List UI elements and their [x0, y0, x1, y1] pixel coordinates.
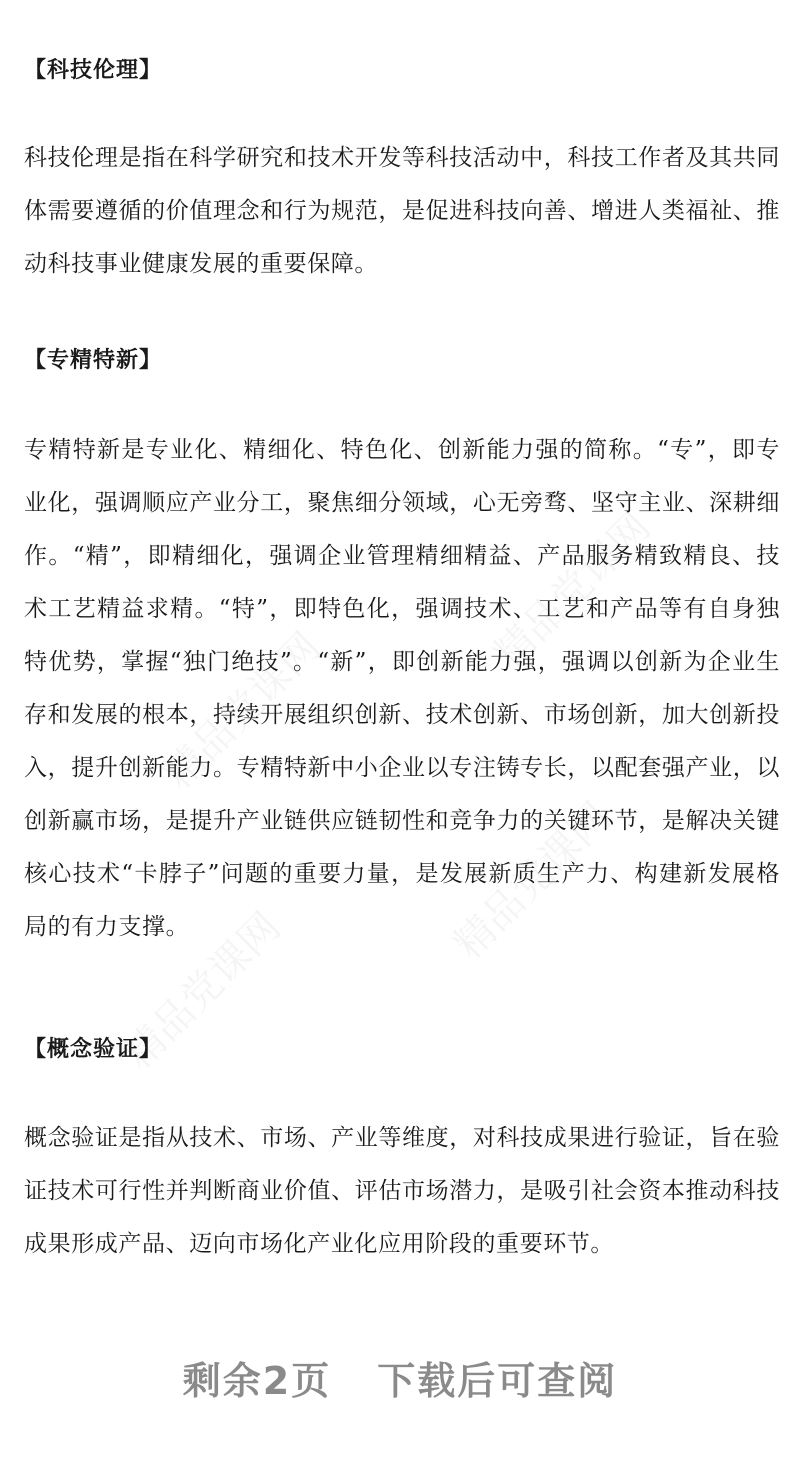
remaining-pages-label: 剩余2页 [182, 1359, 332, 1403]
section-heading-tech-ethics: 【科技伦理】 [24, 57, 163, 83]
download-prompt[interactable] [0, 1356, 800, 1406]
section-body-proof-of-concept: 概念验证是指从技术、市场、产业等维度，对科技成果进行验证，旨在验证技术可行性并判断商业价值、评估市场潜力，是吸引社会资本推动科技成果形成产品、迈向市场化产业化应用阶段的重要环节。 [24, 1125, 780, 1257]
section-body-specialized-new: 专精特新是专业化、精细化、特色化、创新能力强的简称。“专”，即专业化，强调顺应产业分工，聚焦细分领域，心无旁骛、坚守主业、深耕细作。“精”，即精细化，强调企业管理精细精益、产品服务精致精良、技术工艺精益求精。“特”，即特色化，强调技术、工艺和产品等有自身独特优势，掌握“独门绝技”。“新”，即创新能力强，强调以创新为企业生存和发展的根本，持续开展组织创新、技术创新、市场创新，加大创新投入，提升创新能力。专精特新中小企业以专注铸专长，以配套强产业，以创新赢市场，是提升产业链供应链韧性和竞争力的关键环节，是解决关键核心技术“卡脖子”问题的重要力量，是发展新质生产力、构建新发展格局的有力支撑。 [24, 437, 780, 940]
section-heading-specialized-new: 【专精特新】 [24, 347, 163, 373]
section-body-tech-ethics: 科技伦理是指在科学研究和技术开发等科技活动中，科技工作者及其共同体需要遵循的价值理念和行为规范，是促进科技向善、增进人类福祉、推动科技事业健康发展的重要保障。 [24, 145, 780, 277]
download-to-view-label[interactable]: 下载后可查阅 [377, 1359, 618, 1403]
section-heading-proof-of-concept: 【概念验证】 [24, 1036, 163, 1062]
